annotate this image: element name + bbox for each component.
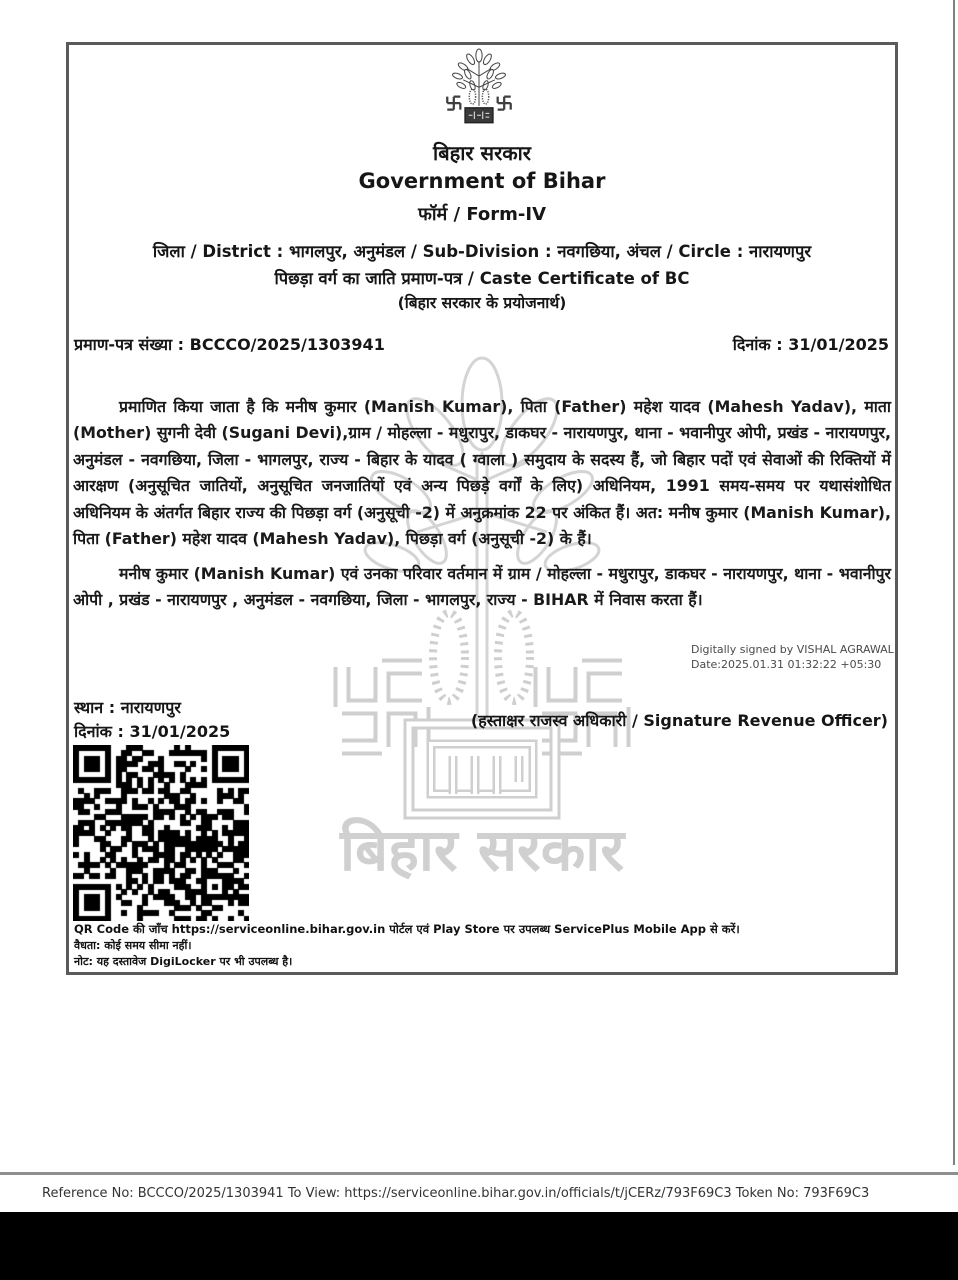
certificate-date: दिनांक : 31/01/2025 — [732, 335, 889, 354]
certificate-number: प्रमाण-पत्र संख्या : BCCCO/2025/1303941 — [74, 335, 385, 354]
watermark-text: बिहार सरकार — [339, 816, 625, 884]
certificate-border-box — [66, 42, 898, 975]
bihar-emblem-icon — [437, 48, 521, 134]
signature-revenue-officer-line: (हस्ताक्षर राजस्व अधिकारी / Signature Revenue Officer) — [470, 711, 888, 730]
certificate-notes — [74, 921, 890, 970]
certificate-title: पिछड़ा वर्ग का जाति प्रमाण-पत्र / Caste Certificate of BC — [274, 269, 690, 288]
bottom-letterbox — [0, 1212, 958, 1280]
issue-date-line: दिनांक : 31/01/2025 — [74, 722, 231, 741]
government-title-hindi: बिहार सरकार — [433, 141, 531, 165]
digital-signature-note — [691, 642, 931, 672]
government-title-english: Government of Bihar — [358, 169, 606, 193]
certificate-body-paragraph-1: प्रमाणित किया जाता है कि मनीष कुमार (Manish Kumar), पिता (Father) महेश यादव (Mahesh Yadav), माता (Mother) सुगनी देवी (Sugani Devi),ग्राम / मोहल्ला - मधुरापुर, डाकघर - नारायणपुर, थाना - भवानीपुर ओपी, प्रखंड - नारायणपुर, अनुमंडल - नवगछिया, जिला - भागलपुर, राज्य - बिहार के यादव ( ग्वाला ) समुदाय के सदस्य हैं, जो बिहार पदों एवं सेवाओं की रिक्तियों में आरक्षण (अनुसूचित जातियों, अनुसूचित जनजातियों एवं अन्य पिछड़े वर्गों के लिए) अधिनियम, 1991 समय-समय पर यथासंशोधित अधिनियम के अंतर्गत बिहार राज्य की पिछड़ा वर्ग (अनुसूची -2) में अनुक्रमांक 22 पर अंकित हैं। अत: मनीष कुमार (Manish Kumar), पिता (Father) महेश यादव (Mahesh Yadav), पिछड़ा वर्ग (अनुसूची -2) के हैं। — [73, 397, 891, 549]
digital-signature-line-2: Date:2025.01.31 01:32:22 +05:30 — [691, 658, 882, 671]
certificate-body-paragraph-2: मनीष कुमार (Manish Kumar) एवं उनका परिवार वर्तमान में ग्राम / मोहल्ला - मधुरापुर, डाकघर - नारायणपुर, थाना - भवानीपुर ओपी , प्रखंड - नारायणपुर , अनुमंडल - नवगछिया, जिला - भागलपुर, राज्य - BIHAR में निवास करता हैं। — [73, 564, 891, 610]
digital-signature-line-1: Digitally signed by VISHAL AGRAWAL — [691, 643, 894, 656]
qr-code — [73, 745, 249, 921]
place-date-block — [74, 696, 230, 744]
validity-note: वैधता: कोई समय सीमा नहीं। — [74, 939, 192, 952]
qr-verification-note: QR Code की जाँच https://serviceonline.bihar.gov.in पोर्टल एवं Play Store पर उपलब्ध ServicePlus Mobile App से करें। — [74, 922, 740, 936]
form-title: फॉर्म / Form-IV — [417, 204, 547, 225]
certificate-content — [69, 45, 895, 972]
district-subdivision-circle-line: जिला / District : भागलपुर, अनुमंडल / Sub-Division : नवगछिया, अंचल / Circle : नारायणपुर — [152, 242, 812, 261]
place-line: स्थान : नारायणपुर — [74, 698, 181, 717]
footer-divider — [0, 1172, 958, 1175]
purpose-line: (बिहार सरकार के प्रयोजनार्थ) — [397, 294, 567, 312]
scan-edge-line — [953, 0, 955, 1165]
certificate-meta-row — [74, 333, 889, 355]
footer-reference-line: Reference No: BCCCO/2025/1303941 To View: https://serviceonline.bihar.gov.in/officials/t/jCERz/793F69C3 Token No: 793F69C3 — [42, 1186, 870, 1201]
digilocker-note: नोट: यह दस्तावेज DigiLocker पर भी उपलब्ध है। — [74, 955, 293, 968]
